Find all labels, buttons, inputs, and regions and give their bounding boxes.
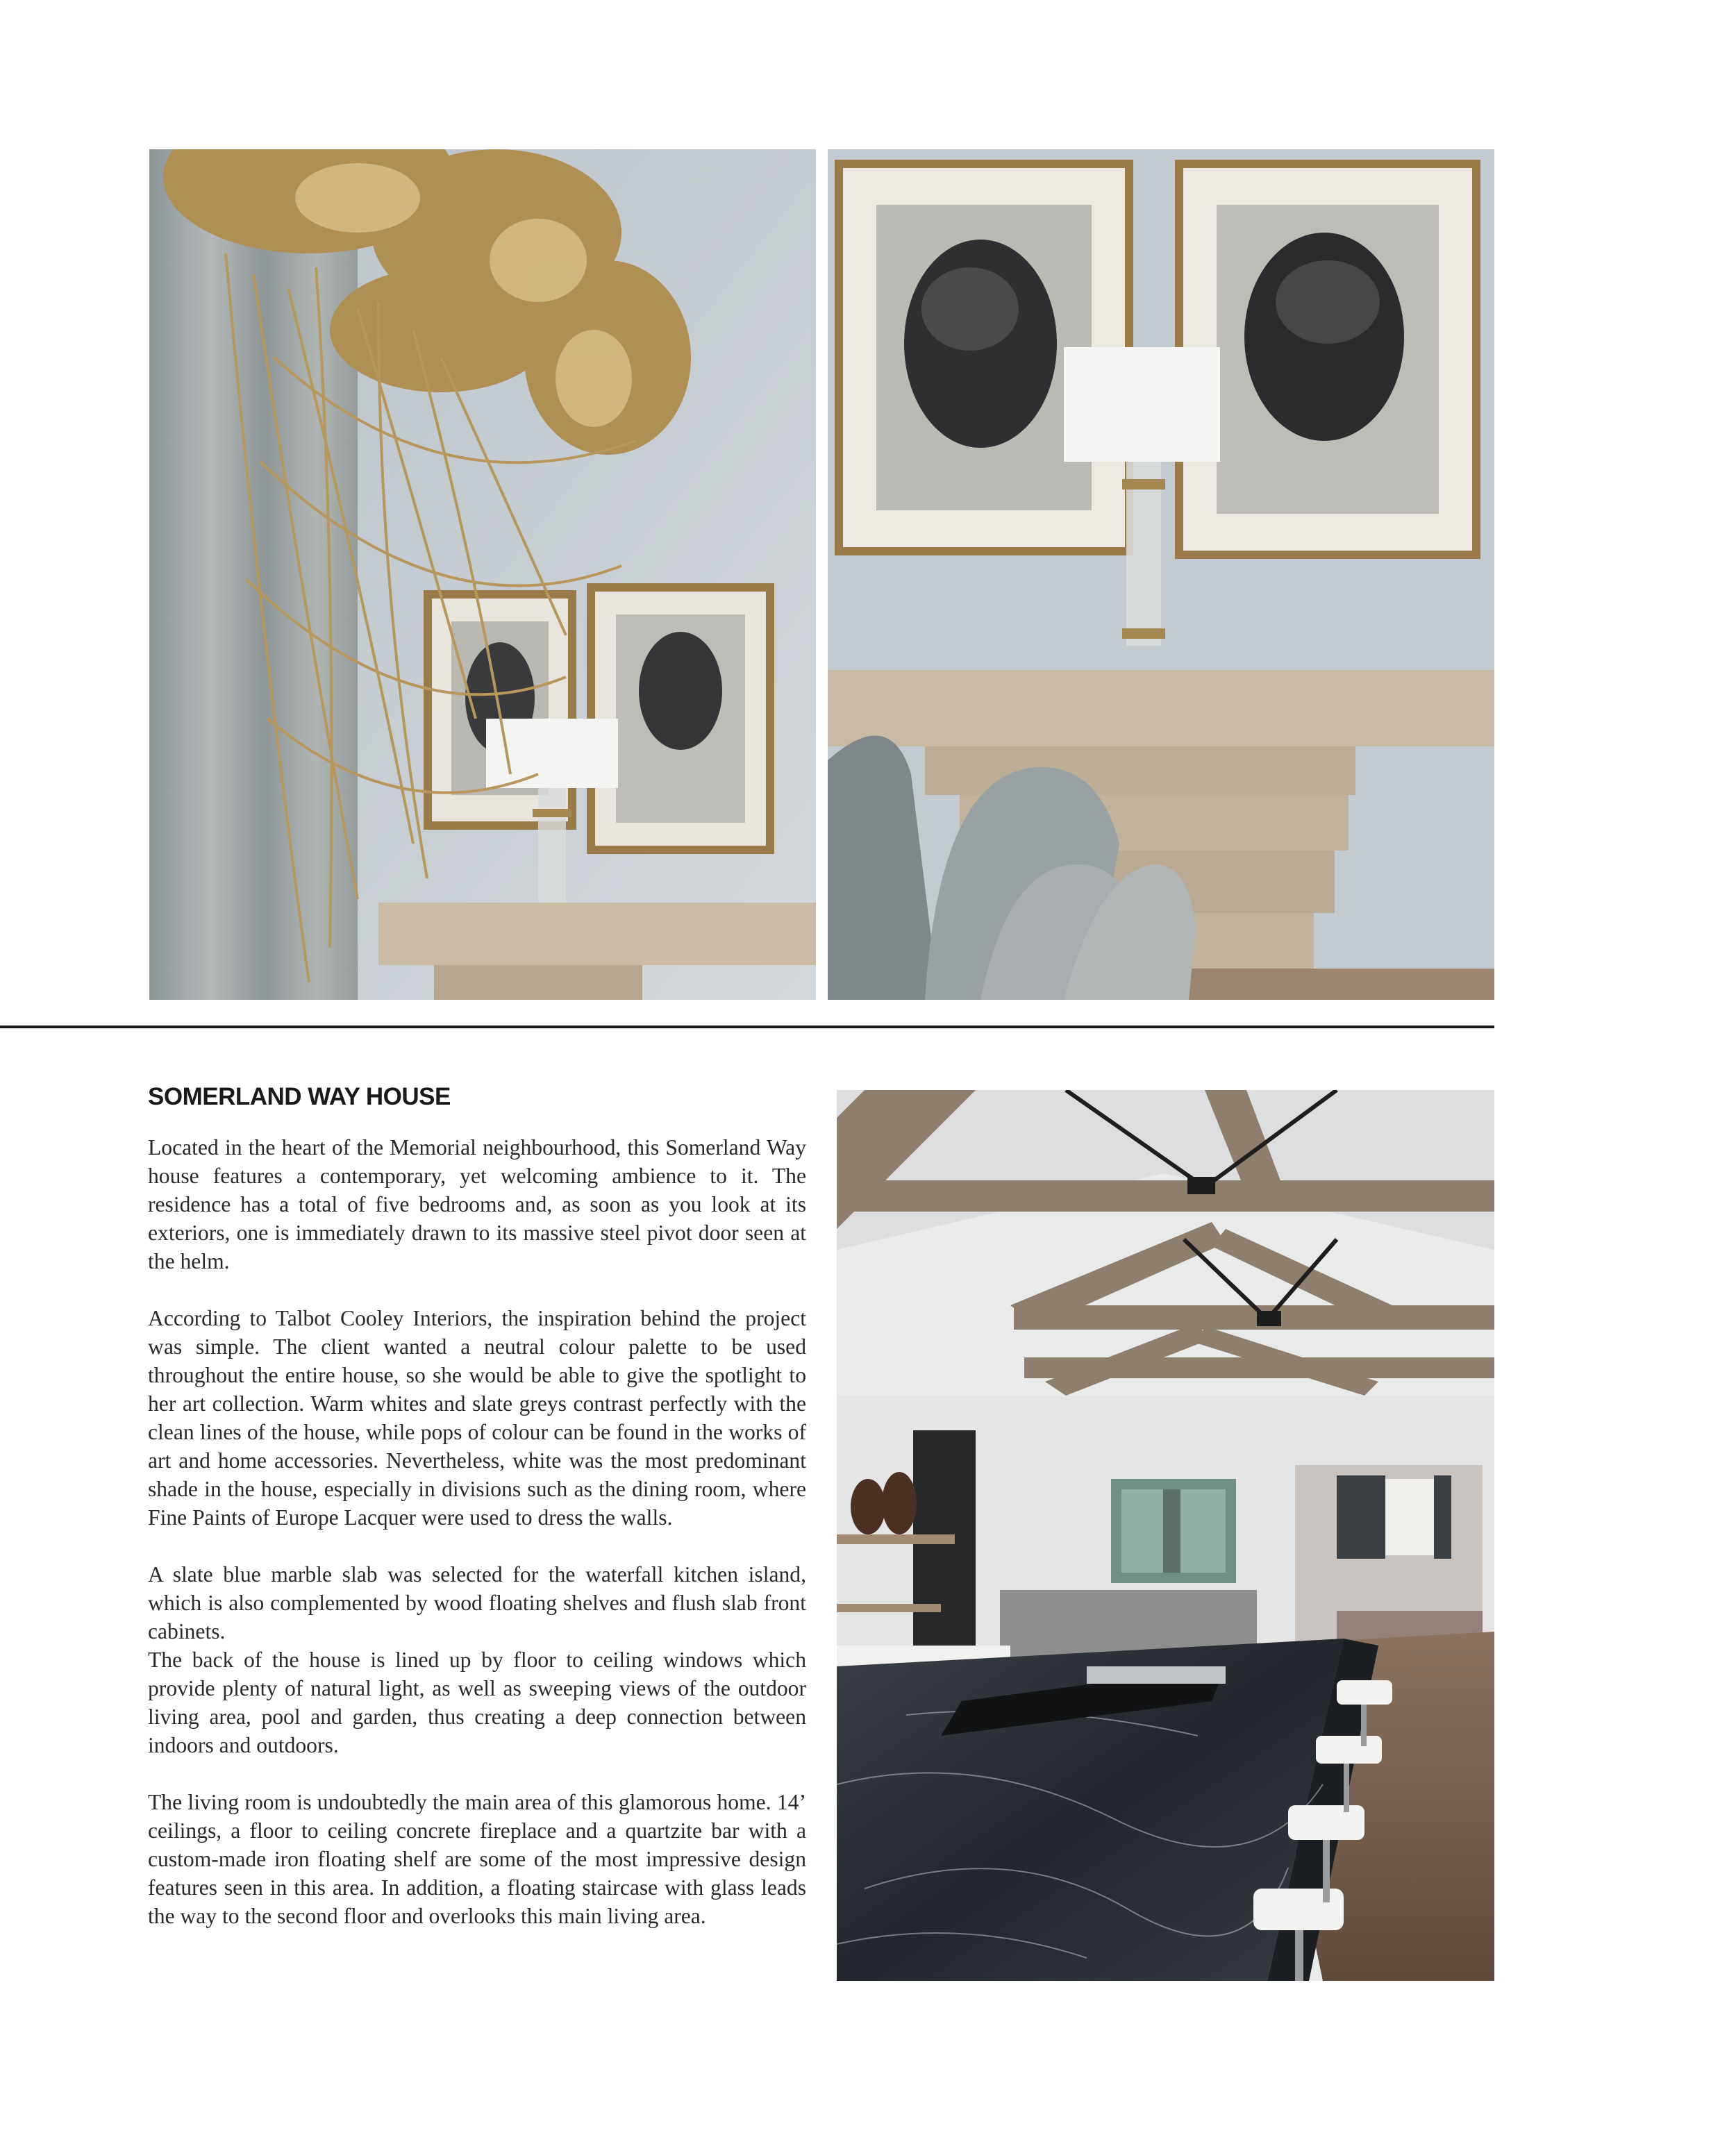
article-paragraph-2: According to Talbot Cooley Interiors, the inspiration behind the project was simple. The client wanted a neutral colour palette to be used throughout the entire house, so she would be able to give the spotlight to her art collection. Warm whites and slate greys contrast perfectly with the clean lines of the house, while pops of colour can be found in the works of art and home accessories. Nevertheless, white was the most predominant shade in the house, especially in divisions such as the dining room, where Fine Paints of Europe Lacquer were used to dress the walls.: [148, 1306, 806, 1530]
article-paragraph-3: A slate blue marble slab was selected for the waterfall kitchen island, which is also complemented by wood floating shelves and flush slab front cabinets.: [148, 1562, 806, 1643]
article-paragraph-5: The living room is undoubtedly the main area of this glamorous home. 14’ ceilings, a floor to ceiling concrete fireplace and a quartzite bar with a custom-made iron floating shelf are some of the most impressive design features seen in this area. In addition, a floating staircase with glass leads the way to the second floor and overlooks this main living area.: [148, 1790, 806, 1928]
article-paragraph-4: The back of the house is lined up by floor to ceiling windows which provide plenty of natural light, as well as sweeping views of the outdoor living area, pool and garden, thus creating a deep connection between indoors and outdoors.: [148, 1648, 806, 1757]
article-heading: SOMERLAND WAY HOUSE: [148, 1083, 451, 1110]
photo-console-prints: [828, 149, 1494, 1000]
article-body: [148, 1133, 806, 1930]
photo-dining-chandelier: [149, 149, 816, 1000]
photo-kitchen-island: [837, 1090, 1494, 1981]
article-paragraph-1: Located in the heart of the Memorial neighbourhood, this Somerland Way house features a contemporary, yet welcoming ambience to it. The residence has a total of five bedrooms and, as soon as you look at its exteriors, one is immediately drawn to its massive steel pivot door seen at the helm.: [148, 1135, 806, 1273]
section-divider-rule: [0, 1026, 1494, 1028]
